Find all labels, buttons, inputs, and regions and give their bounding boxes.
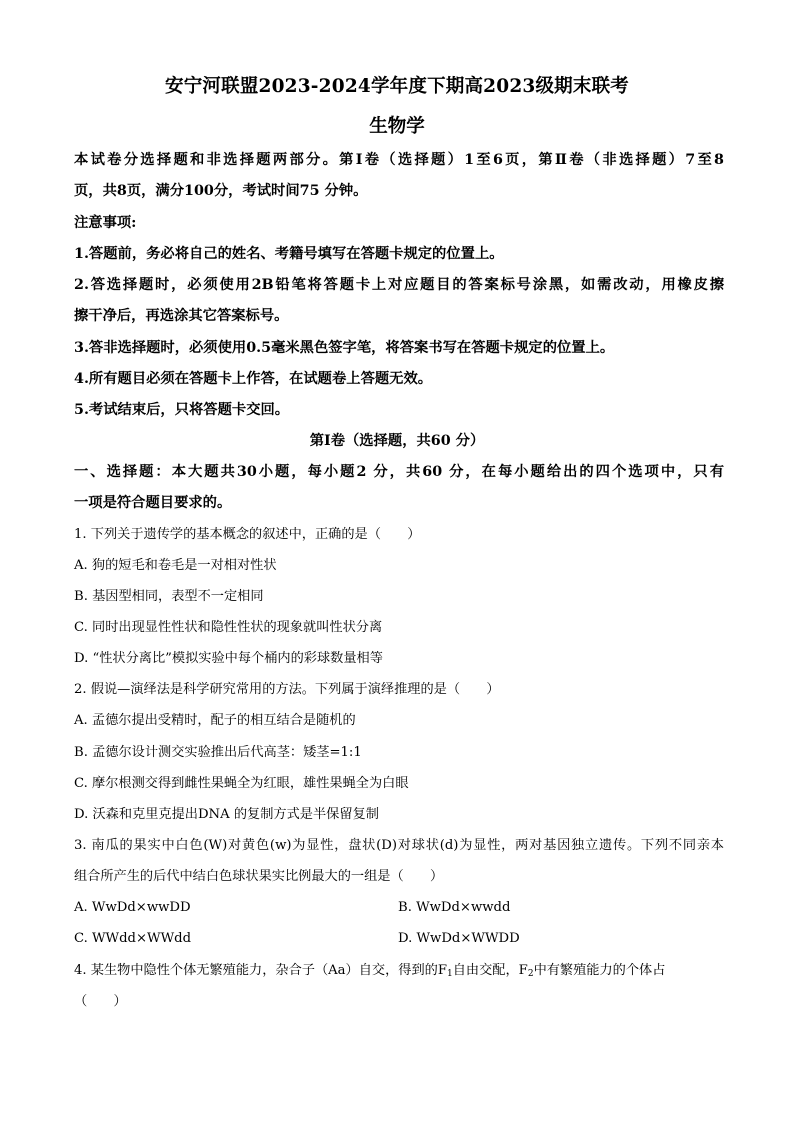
question-4-stem-part-1: 4. 某生物中隐性个体无繁殖能力，杂合子（Aa）自交，得到的F [74, 963, 447, 978]
notice-item-5: 5.考试结束后，只将答题卡交回。 [74, 402, 290, 418]
question-4-stem-part-2: 自由交配，F [452, 963, 528, 978]
question-3-option-a: A. WwDd×wwDD [74, 900, 191, 915]
question-1-option-c: C. 同时出现显性性状和隐性性状的现象就叫性状分离 [74, 620, 383, 635]
intro-line-1: 本试卷分选择题和非选择题两部分。第Ⅰ卷（选择题）1至6页，第Ⅱ卷（非选择题）7至8 [74, 152, 724, 168]
question-1-option-a: A. 狗的短毛和卷毛是一对相对性状 [74, 558, 277, 573]
intro-line-2: 页，共8页，满分100分，考试时间75 分钟。 [74, 183, 368, 199]
question-2-option-c: C. 摩尔根测交得到雌性果蝇全为红眼，雄性果蝇全为白眼 [74, 776, 409, 791]
notice-item-1: 1.答题前，务必将自己的姓名、考籍号填写在答题卡规定的位置上。 [74, 246, 504, 262]
question-1-option-b: B. 基因型相同，表型不一定相同 [74, 589, 264, 604]
question-1-option-d: D. “性状分离比”模拟实验中每个桶内的彩球数量相等 [74, 651, 383, 666]
exam-title: 安宁河联盟2023-2024学年度下期高2023级期末联考 [165, 76, 629, 97]
question-3-option-c: C. WWdd×WWdd [74, 931, 192, 946]
question-3-option-b: B. WwDd×wwdd [398, 900, 511, 915]
section-1-instruction-line-1: 一、选择题：本大题共30小题，每小题2 分，共60 分，在每小题给出的四个选项中，只有 [74, 464, 724, 480]
section-1-instruction-line-2: 一项是符合题目要求的。 [74, 495, 232, 511]
notice-item-2-line-1: 2.答选择题时，必须使用2B铅笔将答题卡上对应题目的答案标号涂黑，如需改动，用橡皮擦 [74, 277, 724, 293]
question-2-option-d: D. 沃森和克里克提出DNA 的复制方式是半保留复制 [74, 807, 379, 822]
question-4-subscript-2: 2 [527, 969, 534, 979]
notice-item-2-line-2: 擦干净后，再选涂其它答案标号。 [74, 308, 289, 324]
notice-item-3: 3.答非选择题时，必须使用0.5毫米黑色签字笔，将答案书写在答题卡规定的位置上。 [74, 340, 615, 356]
section-1-heading: 第Ⅰ卷（选择题，共60 分） [309, 433, 485, 449]
exam-subject: 生物学 [369, 116, 425, 137]
question-2-option-b: B. 孟德尔设计测交实验推出后代高茎：矮茎=1:1 [74, 745, 362, 760]
question-3-option-d: D. WwDd×WWDD [398, 931, 520, 946]
notice-heading: 注意事项: [74, 215, 137, 231]
question-4-stem-line-2: （ ） [74, 994, 127, 1009]
question-4-subscript-1: 1 [447, 969, 453, 979]
question-4-stem-line-1 [74, 961, 724, 984]
question-2-stem: 2. 假说—演绎法是科学研究常用的方法。下列属于演绎推理的是（ ） [74, 682, 500, 697]
question-3-stem-line-1: 3. 南瓜的果实中白色(W)对黄色(w)为显性，盘状(D)对球状(d)为显性，两对基因独立遗传。下列不同亲本 [74, 838, 724, 853]
question-3-stem-line-2: 组合所产生的后代中结白色球状果实比例最大的一组是（ ） [74, 869, 444, 884]
question-2-option-a: A. 孟德尔提出受精时，配子的相互结合是随机的 [74, 713, 356, 728]
notice-item-4: 4.所有题目必须在答题卡上作答，在试题卷上答题无效。 [74, 371, 433, 387]
question-1-stem: 1. 下列关于遗传学的基本概念的叙述中，正确的是（ ） [74, 527, 421, 542]
question-4-stem-part-3: 中有繁殖能力的个体占 [533, 963, 666, 978]
